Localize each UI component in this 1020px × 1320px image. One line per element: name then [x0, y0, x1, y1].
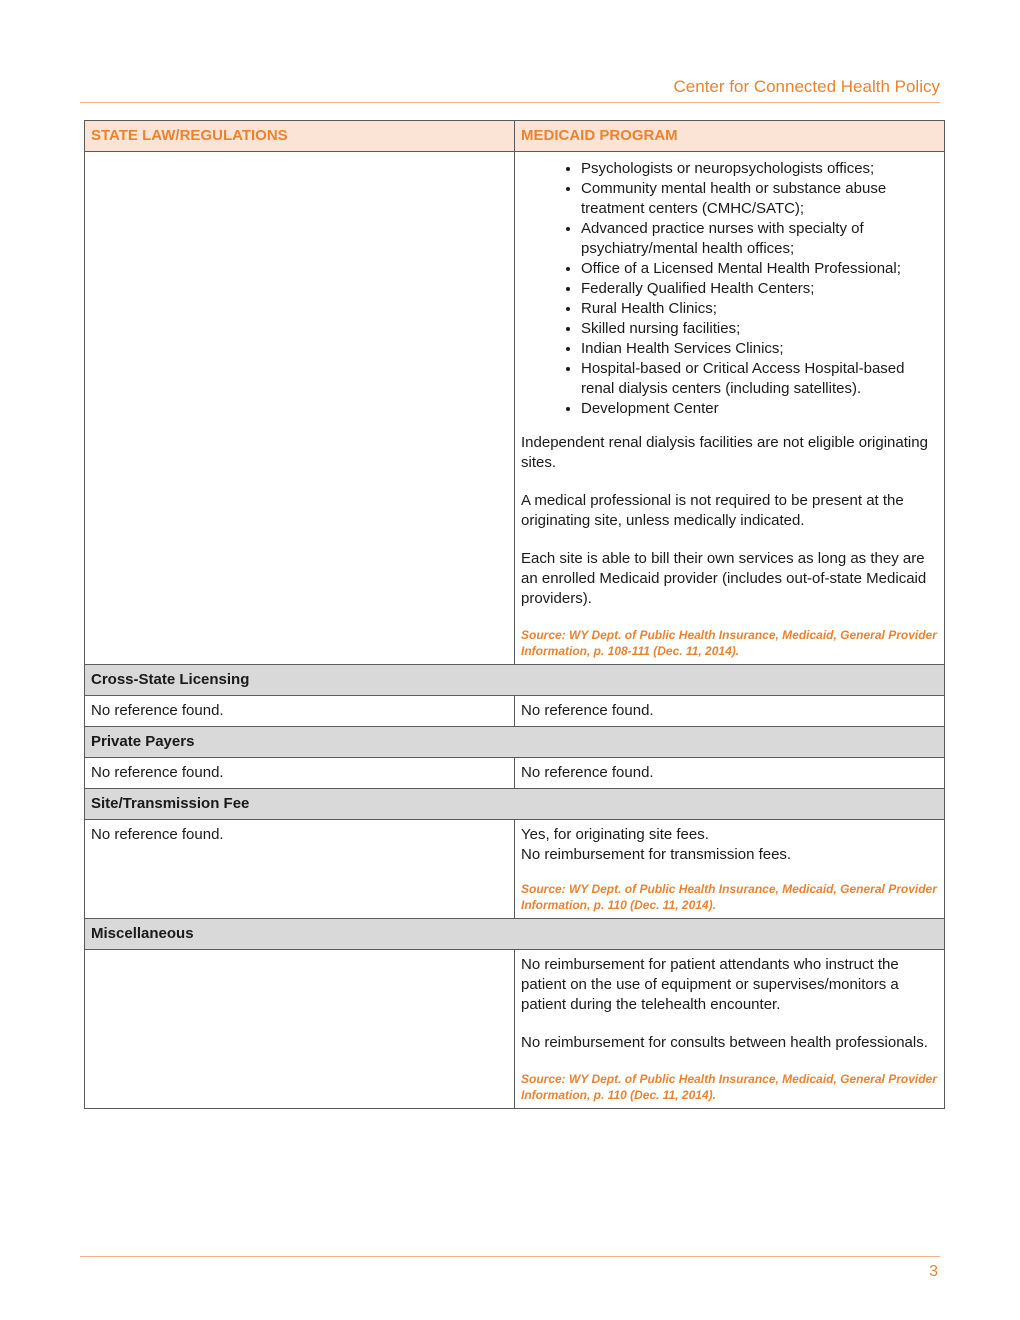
section-row: [85, 727, 945, 758]
law-cell: [85, 950, 515, 1109]
law-cell: No reference found.: [85, 820, 515, 919]
page-number: 3: [929, 1263, 938, 1280]
list-item: • Skilled nursing facilities;: [581, 319, 938, 339]
medicaid-cell: No reference found.: [515, 758, 945, 789]
section-row: [85, 919, 945, 950]
originating-site-list: [521, 159, 938, 419]
medicaid-cell-originating: [515, 152, 945, 665]
list-item: • Office of a Licensed Mental Health Professional;: [581, 259, 938, 279]
page-header: [80, 74, 940, 103]
section-heading-private-payers: Private Payers: [85, 727, 945, 758]
header-title: Center for Connected Health Policy: [673, 77, 940, 96]
source-citation: Source: WY Dept. of Public Health Insurance, Medicaid, General Provider Information, p. 110 (Dec. 11, 2014).: [521, 1072, 937, 1102]
medicaid-cell: [515, 950, 945, 1109]
table-row: [85, 820, 945, 919]
paragraph: Independent renal dialysis facilities are not eligible originating sites.: [521, 434, 928, 471]
section-heading-misc: Miscellaneous: [85, 919, 945, 950]
list-item: • Development Center: [581, 399, 938, 419]
list-item: • Community mental health or substance abuse treatment centers (CMHC/SATC);: [581, 179, 938, 219]
column-header-medicaid: MEDICAID PROGRAM: [515, 121, 945, 152]
list-item: • Hospital-based or Critical Access Hospital-based renal dialysis centers (including satellites).: [581, 359, 938, 399]
column-header-law: STATE LAW/REGULATIONS: [85, 121, 515, 152]
policy-table: [84, 120, 945, 1109]
section-row: [85, 789, 945, 820]
source-citation: Source: WY Dept. of Public Health Insurance, Medicaid, General Provider Information, p. 110 (Dec. 11, 2014).: [521, 882, 937, 912]
law-cell-originating: [85, 152, 515, 665]
section-heading-cross-state: Cross-State Licensing: [85, 665, 945, 696]
law-cell: No reference found.: [85, 758, 515, 789]
text-line: No reimbursement for transmission fees.: [521, 846, 792, 863]
table-row: [85, 152, 945, 665]
section-heading-site-fee: Site/Transmission Fee: [85, 789, 945, 820]
table-row: [85, 758, 945, 789]
section-row: [85, 665, 945, 696]
table-row: [85, 950, 945, 1109]
table-row: [85, 696, 945, 727]
law-cell: No reference found.: [85, 696, 515, 727]
paragraph: No reimbursement for consults between health professionals.: [521, 1034, 928, 1051]
paragraph: Each site is able to bill their own services as long as they are an enrolled Medicaid provider (includes out-of-state Medicaid providers).: [521, 550, 927, 607]
medicaid-cell: No reference found.: [515, 696, 945, 727]
list-item: • Indian Health Services Clinics;: [581, 339, 938, 359]
footer-rule: [80, 1256, 940, 1257]
table-header-row: [85, 121, 945, 152]
list-item: • Federally Qualified Health Centers;: [581, 279, 938, 299]
list-item: • Rural Health Clinics;: [581, 299, 938, 319]
text-line: Yes, for originating site fees.: [521, 826, 709, 843]
medicaid-cell: [515, 820, 945, 919]
paragraph: A medical professional is not required to be present at the originating site, unless medically indicated.: [521, 492, 904, 529]
list-item: • Psychologists or neuropsychologists offices;: [581, 159, 938, 179]
source-citation: Source: WY Dept. of Public Health Insurance, Medicaid, General Provider Information, p. 108-111 (Dec. 11, 2014).: [521, 628, 937, 658]
list-item: • Advanced practice nurses with specialty of psychiatry/mental health offices;: [581, 219, 938, 259]
paragraph: No reimbursement for patient attendants who instruct the patient on the use of equipment or supervises/monitors a patient during the telehealth encounter.: [521, 956, 899, 1013]
